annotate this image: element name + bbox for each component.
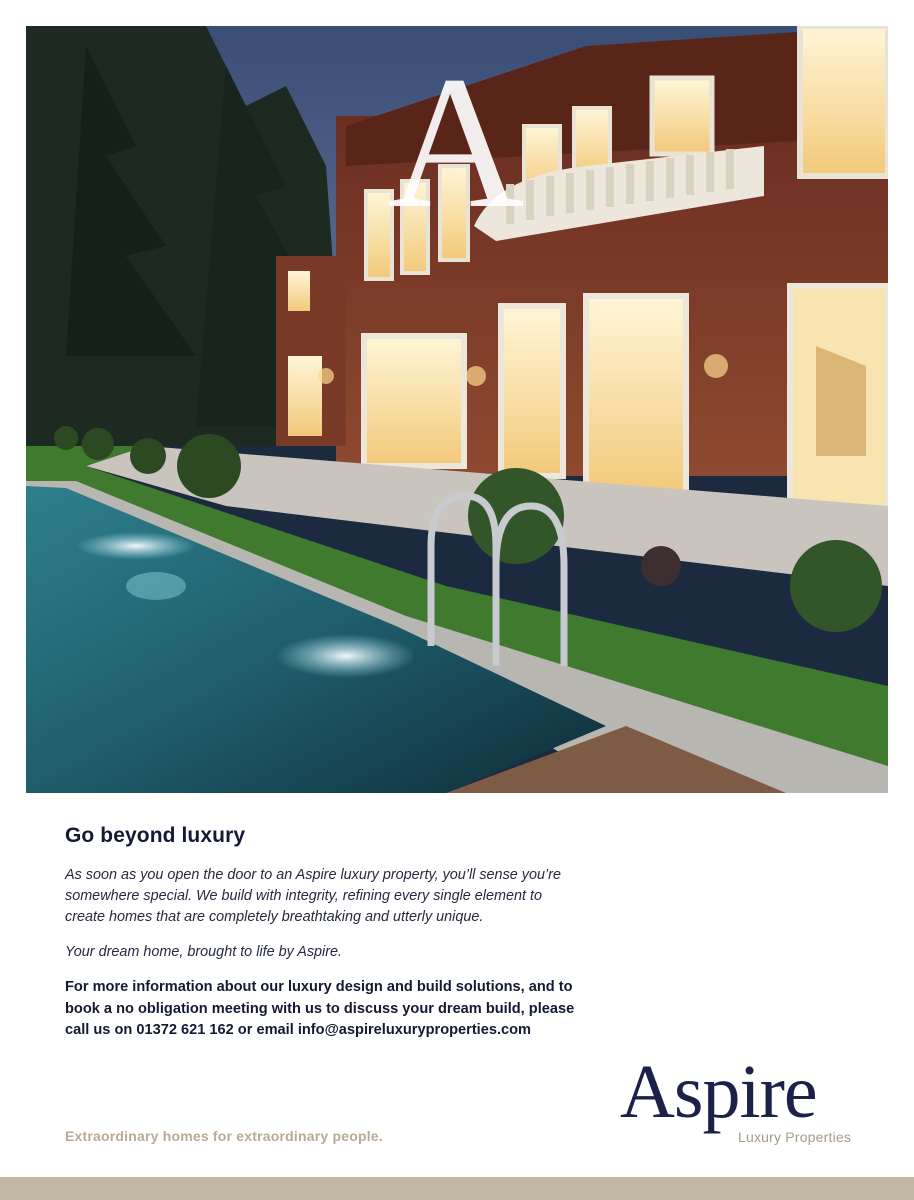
contact-line: call us on 01372 621 162 or email info@aspireluxuryproperties.com xyxy=(65,1022,532,1038)
intro-line: somewhere special. We build with integrity, refining every single element to xyxy=(65,888,542,904)
monogram-mark: A xyxy=(387,38,525,248)
house-illustration xyxy=(26,26,888,793)
intro-line: create homes that are completely breathtaking and utterly unique. xyxy=(65,909,484,925)
contact-line: For more information about our luxury design and build solutions, and to xyxy=(65,979,573,995)
contact-line: book a no obligation meeting with us to discuss your dream build, please xyxy=(65,1000,575,1017)
dream-home-tagline: Your dream home, brought to life by Aspire. xyxy=(65,944,343,960)
body-copy xyxy=(65,824,645,1042)
intro-paragraph xyxy=(65,865,645,928)
logo-wordmark: Aspire xyxy=(620,1050,817,1134)
footer-slogan: Extraordinary homes for extraordinary people. xyxy=(65,1128,383,1144)
logo-subtitle: Luxury Properties xyxy=(738,1129,852,1145)
hero-photo xyxy=(26,26,888,793)
intro-line: As soon as you open the door to an Aspire luxury property, you’ll sense you’re xyxy=(65,867,561,883)
contact-paragraph xyxy=(65,977,645,1042)
aspire-logo xyxy=(620,1050,880,1150)
bottom-band xyxy=(0,1177,914,1200)
headline: Go beyond luxury xyxy=(65,824,246,847)
